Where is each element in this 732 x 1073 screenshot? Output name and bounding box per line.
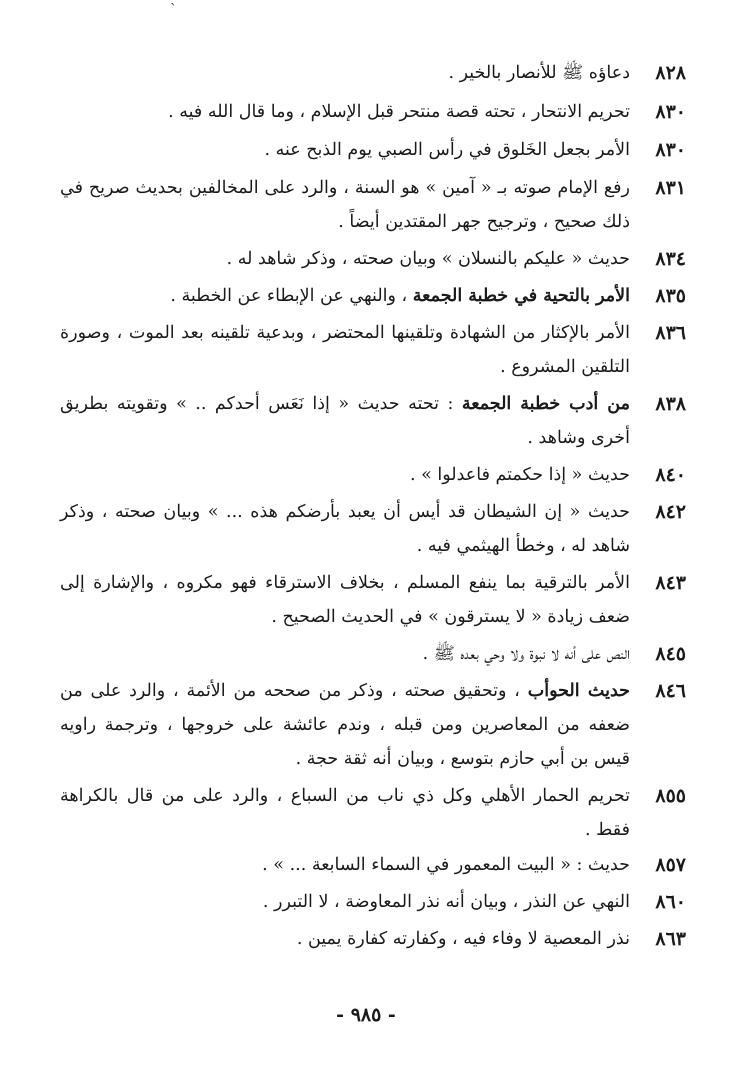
entry-number: ٨٣٦: [655, 322, 686, 344]
entry-text: النص على أنه لا نبوة ولا وحي بعده ﷺ .: [422, 644, 630, 664]
entry-text: نذر المعصية لا وفاء فيه ، وكفارته كفارة يمين .: [296, 929, 630, 949]
list-item: [60, 637, 686, 671]
list-item: [60, 779, 686, 847]
entry-text-rest: ، والنهي عن الإبطاء عن الخطبة .: [170, 286, 413, 306]
entry-number: ٨٤٦: [655, 680, 686, 702]
entry-text: الأمر بجعل الخَلوق في رأس الصبي يوم الذبح عنه .: [264, 140, 630, 160]
list-item: [60, 279, 686, 313]
entry-text: دعاؤه ﷺ للأنصار بالخير .: [448, 63, 630, 83]
entry-bold-heading: حديث الحوأب: [527, 681, 630, 701]
list-item: [60, 848, 686, 882]
entry-text: [60, 674, 630, 776]
toc-list: [60, 56, 686, 956]
entry-text: الأمر بالإكثار من الشهادة وتلقينها المحتضر ، وبدعية تلقينه بعد الموت ، وصورة التلقين المشروع .: [60, 323, 630, 377]
list-item: [60, 885, 686, 919]
list-item: [60, 242, 686, 276]
entry-text: حديث « عليكم بالنسلان » وبيان صحته ، وذكر شاهد له .: [226, 249, 630, 269]
list-item: [60, 95, 686, 129]
entry-text: حديث « إن الشيطان قد أيس أن يعبد بأرضكم هذه ... » وبيان صحته ، وذكر شاهد له ، وخطأ الهيثمي فيه .: [60, 502, 630, 556]
entry-number: ٨٥٧: [655, 854, 686, 876]
page-number: - ٩٨٥ -: [336, 1004, 396, 1026]
entry-number: ٨٥٥: [655, 785, 686, 807]
list-item: [60, 56, 686, 90]
list-item: [60, 458, 686, 492]
entry-number: ٨٤٠: [655, 464, 686, 486]
entry-text: تحريم الانتحار ، تحته قصة منتحر قبل الإسلام ، وما قال الله فيه .: [168, 102, 630, 122]
entry-bold-heading: الأمر بالتحية في خطبة الجمعة: [412, 286, 630, 306]
entry-text-rest: : تحته حديث « إذا نَعَس أحدكم .. » وتقويته بطريق أخرى وشاهد .: [60, 394, 630, 448]
entry-number: ٨٤٣: [655, 572, 686, 594]
entry-number: ٨٣٤: [655, 248, 686, 270]
entry-number: ٨٤٢: [655, 501, 686, 523]
entry-text: حديث « إذا حكمتم فاعدلوا » .: [409, 465, 630, 485]
entry-bold-heading: من أدب خطبة الجمعة: [461, 394, 631, 414]
entry-number: ٨٣٠: [655, 139, 686, 161]
list-item: [60, 133, 686, 167]
entry-number: ٨٣٥: [655, 285, 686, 307]
list-item: [60, 674, 686, 776]
entry-number: ٨٣٨: [655, 393, 686, 415]
list-item: [60, 566, 686, 634]
entry-text: [60, 387, 630, 455]
entry-number: ٨٣٠: [655, 101, 686, 123]
entry-number: ٨٣١: [655, 177, 686, 199]
entry-number: ٨٢٨: [655, 62, 686, 84]
entry-text: الأمر بالترقية بما ينفع المسلم ، بخلاف الاسترقاء فهو مكروه ، والإشارة إلى ضعف زيادة « لا يسترقون » في الحديث الصحيح .: [60, 573, 630, 627]
entry-number: ٨٦٠: [655, 891, 686, 913]
list-item: [60, 387, 686, 455]
list-item: [60, 316, 686, 384]
entry-number: ٨٦٣: [655, 928, 686, 950]
entry-text: النهي عن النذر ، وبيان أنه نذر المعاوضة ، لا التبرر .: [262, 892, 630, 912]
entry-text-rest: ، وتحقيق صحته ، وذكر من صححه من الأئمة ، والرد على من ضعفه من المعاصرين ومن قبله ، وندم عائشة على خروجها ، وترجمة راويه قيس بن أبي حازم بتوسع ، وبيان أنه ثقة حجة .: [60, 681, 630, 769]
entry-text: [60, 279, 630, 313]
list-item: [60, 922, 686, 956]
list-item: [60, 495, 686, 563]
corner-mark: `: [170, 2, 177, 18]
entry-text: رفع الإمام صوته بـ « آمين » هو السنة ، والرد على المخالفين بحديث صريح في ذلك صحيح ، وترجيح جهر المقتدين أيضاً .: [60, 178, 630, 232]
entry-text: حديث : « البيت المعمور في السماء السابعة ... » .: [262, 855, 630, 875]
entry-number: ٨٤٥: [655, 643, 686, 665]
entry-text: تحريم الحمار الأهلي وكل ذي ناب من السباع ، والرد على من قال بالكراهة فقط .: [60, 786, 630, 840]
list-item: [60, 171, 686, 239]
